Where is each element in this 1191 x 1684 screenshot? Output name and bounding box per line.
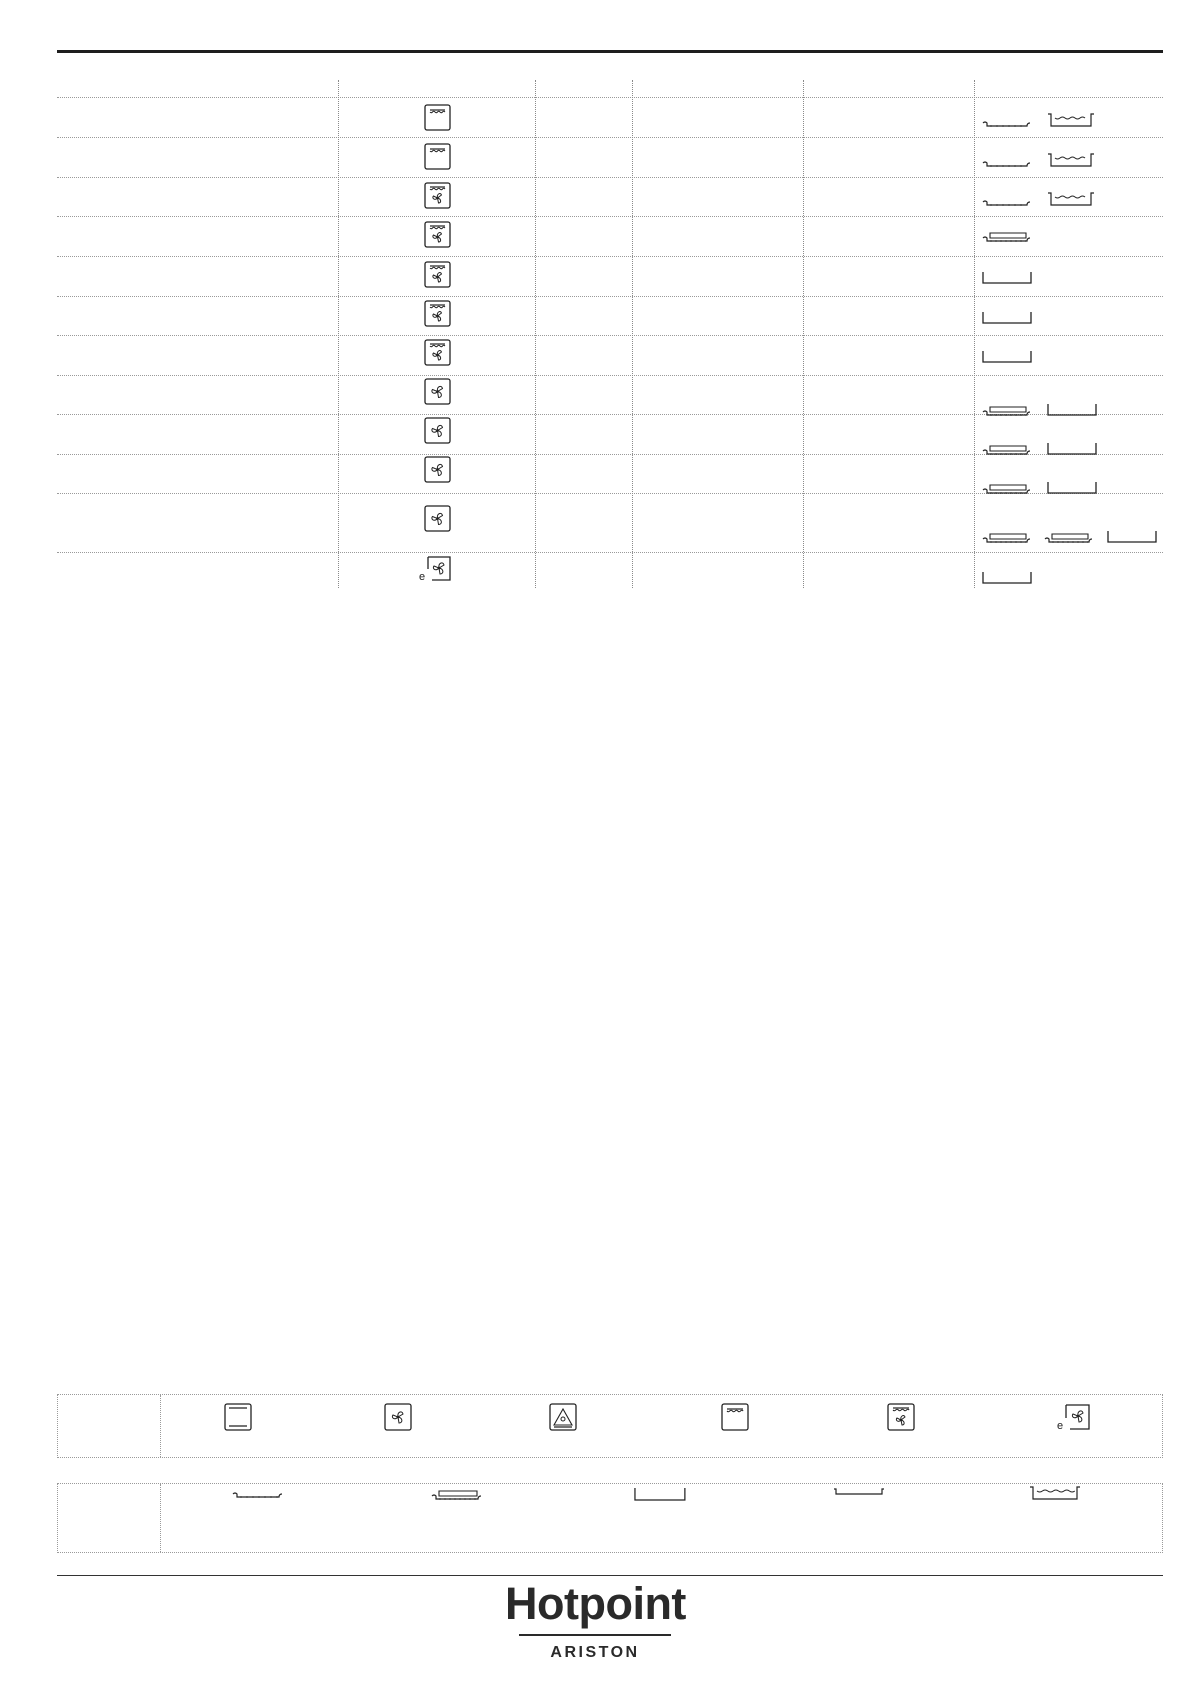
grill-rack-icon	[1044, 531, 1096, 553]
top-heat-icon	[720, 1403, 750, 1436]
fan-forced-icon	[383, 1403, 413, 1436]
drip-tray-icon	[1047, 190, 1097, 212]
drip-tray-icon	[1028, 1484, 1084, 1507]
brand-underline	[519, 1634, 671, 1636]
brand-subname: ARISTON	[550, 1644, 640, 1661]
baking-tray-icon	[982, 350, 1034, 372]
grill-rack-icon	[982, 482, 1034, 504]
bottom-rule	[57, 1575, 1163, 1576]
drip-tray-icon	[1047, 111, 1097, 133]
conventional-icon	[223, 1403, 253, 1436]
top-heat-icon	[424, 104, 451, 131]
grill-rack-icon	[982, 404, 1034, 426]
brand-name: Hotpoint	[505, 1578, 686, 1629]
brand-logo	[505, 1578, 685, 1662]
baking-tray-icon	[1047, 481, 1099, 503]
baking-tray-icon	[982, 271, 1034, 293]
grill-rack-icon	[982, 443, 1034, 465]
pizza-function-icon	[548, 1403, 578, 1436]
convection-grill-icon	[424, 300, 451, 327]
wire-shelf-icon	[982, 196, 1034, 218]
cooking-table	[57, 80, 1163, 588]
eco-marker: e	[1056, 1420, 1063, 1431]
baking-tray-icon	[1107, 530, 1159, 552]
fan-forced-icon	[424, 456, 451, 483]
wire-shelf-icon	[982, 157, 1034, 179]
fan-forced-icon	[424, 505, 451, 532]
column-divider	[632, 80, 633, 588]
convection-grill-icon	[886, 1403, 916, 1436]
legend-label-cell	[58, 1395, 161, 1457]
baking-tray-icon	[1047, 442, 1099, 464]
grill-rack-icon	[430, 1488, 486, 1509]
top-rule	[57, 50, 1163, 53]
eco-fan-icon	[419, 555, 453, 582]
convection-grill-icon	[424, 221, 451, 248]
top-heat-icon	[424, 143, 451, 170]
grill-rack-icon	[982, 531, 1034, 553]
fan-forced-icon	[424, 378, 451, 405]
convection-grill-icon	[424, 261, 451, 288]
column-divider	[803, 80, 804, 588]
convection-grill-icon	[424, 182, 451, 209]
grill-rack-icon	[982, 230, 1034, 252]
baking-tray-icon	[982, 311, 1034, 333]
baking-tray-icon	[633, 1487, 689, 1507]
baking-tray-icon	[1047, 403, 1099, 425]
legend-label-cell	[58, 1484, 161, 1552]
drip-tray-icon	[1047, 151, 1097, 173]
baking-tray-icon	[982, 571, 1034, 593]
column-divider	[974, 80, 975, 588]
legend-accessories	[57, 1483, 1163, 1553]
table-header-row	[57, 80, 1163, 98]
shallow-tray-icon	[832, 1484, 888, 1502]
column-divider	[338, 80, 339, 588]
wire-shelf-icon	[231, 1489, 287, 1508]
eco-marker: e	[419, 571, 426, 582]
convection-grill-icon	[424, 339, 451, 366]
legend-functions	[57, 1394, 1163, 1458]
fan-forced-icon	[424, 417, 451, 444]
column-divider	[535, 80, 536, 588]
eco-fan-icon	[1056, 1403, 1092, 1436]
wire-shelf-icon	[982, 117, 1034, 139]
